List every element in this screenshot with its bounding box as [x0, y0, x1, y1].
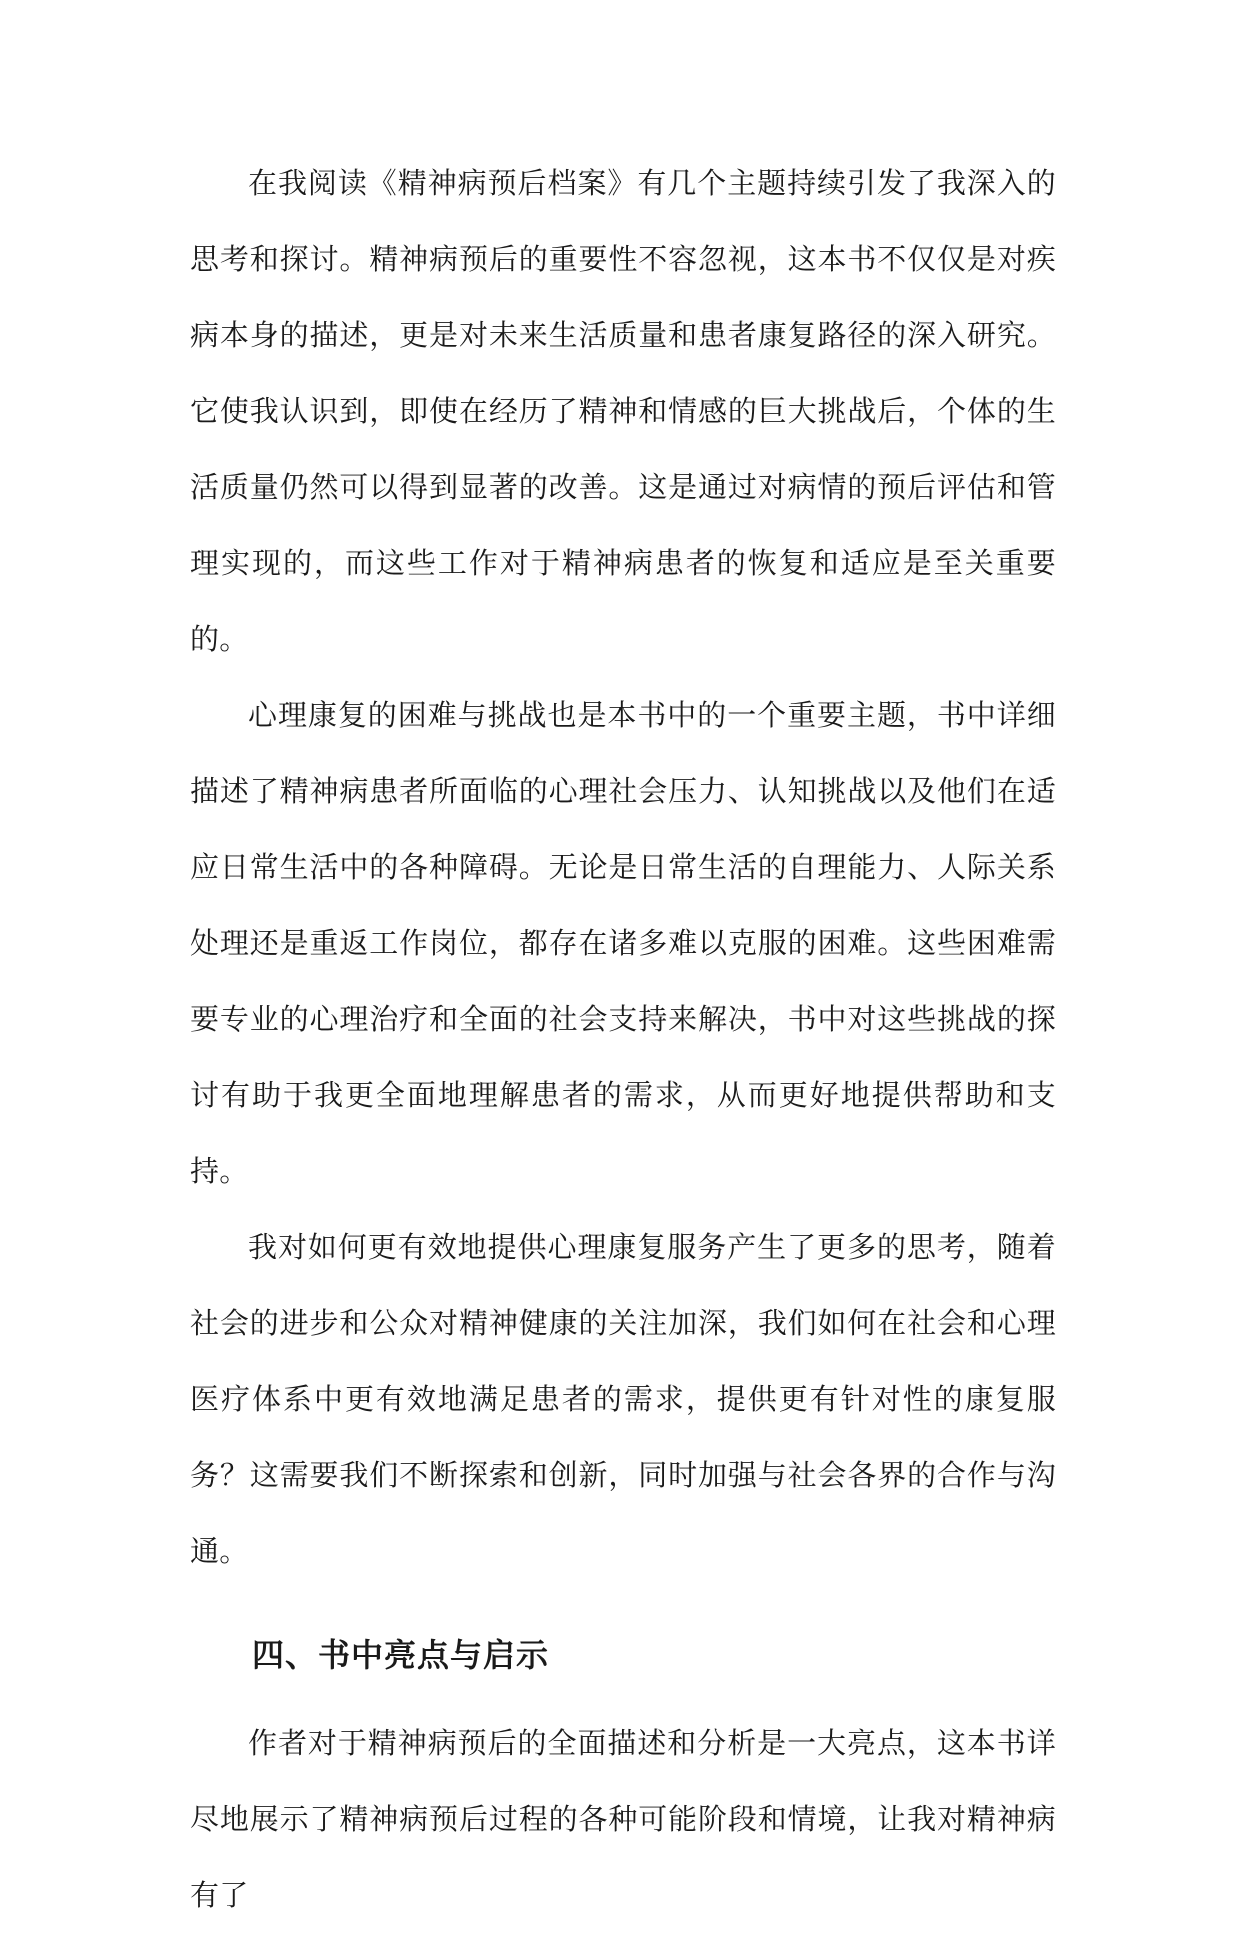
- paragraph-highlights: 作者对于精神病预后的全面描述和分析是一大亮点，这本书详尽地展示了精神病预后过程的各种可能阶段和情境，让我对精神病有了: [190, 1726, 1056, 1912]
- document-body: [190, 145, 1056, 1933]
- paragraph-prognosis-importance: 在我阅读《精神病预后档案》有几个主题持续引发了我深入的思考和探讨。精神病预后的重要性不容忽视，这本书不仅仅是对疾病本身的描述，更是对未来生活质量和患者康复路径的深入研究。它使我认识到，即使在经历了精神和情感的巨大挑战后，个体的生活质量仍然可以得到显著的改善。这是通过对病情的预后评估和管理实现的，而这些工作对于精神病患者的恢复和适应是至关重要的。: [190, 166, 1056, 656]
- section-heading: 四、书中亮点与启示: [252, 1636, 550, 1674]
- paragraph-rehab-services: 我对如何更有效地提供心理康复服务产生了更多的思考，随着社会的进步和公众对精神健康的关注加深，我们如何在社会和心理医疗体系中更有效地满足患者的需求，提供更有针对性的康复服务？这需要我们不断探索和创新，同时加强与社会各界的合作与沟通。: [190, 1230, 1056, 1568]
- paragraph-rehab-challenges: 心理康复的困难与挑战也是本书中的一个重要主题，书中详细描述了精神病患者所面临的心理社会压力、认知挑战以及他们在适应日常生活中的各种障碍。无论是日常生活的自理能力、人际关系处理还是重返工作岗位，都存在诸多难以克服的困难。这些困难需要专业的心理治疗和全面的社会支持来解决，书中对这些挑战的探讨有助于我更全面地理解患者的需求，从而更好地提供帮助和支持。: [190, 698, 1056, 1188]
